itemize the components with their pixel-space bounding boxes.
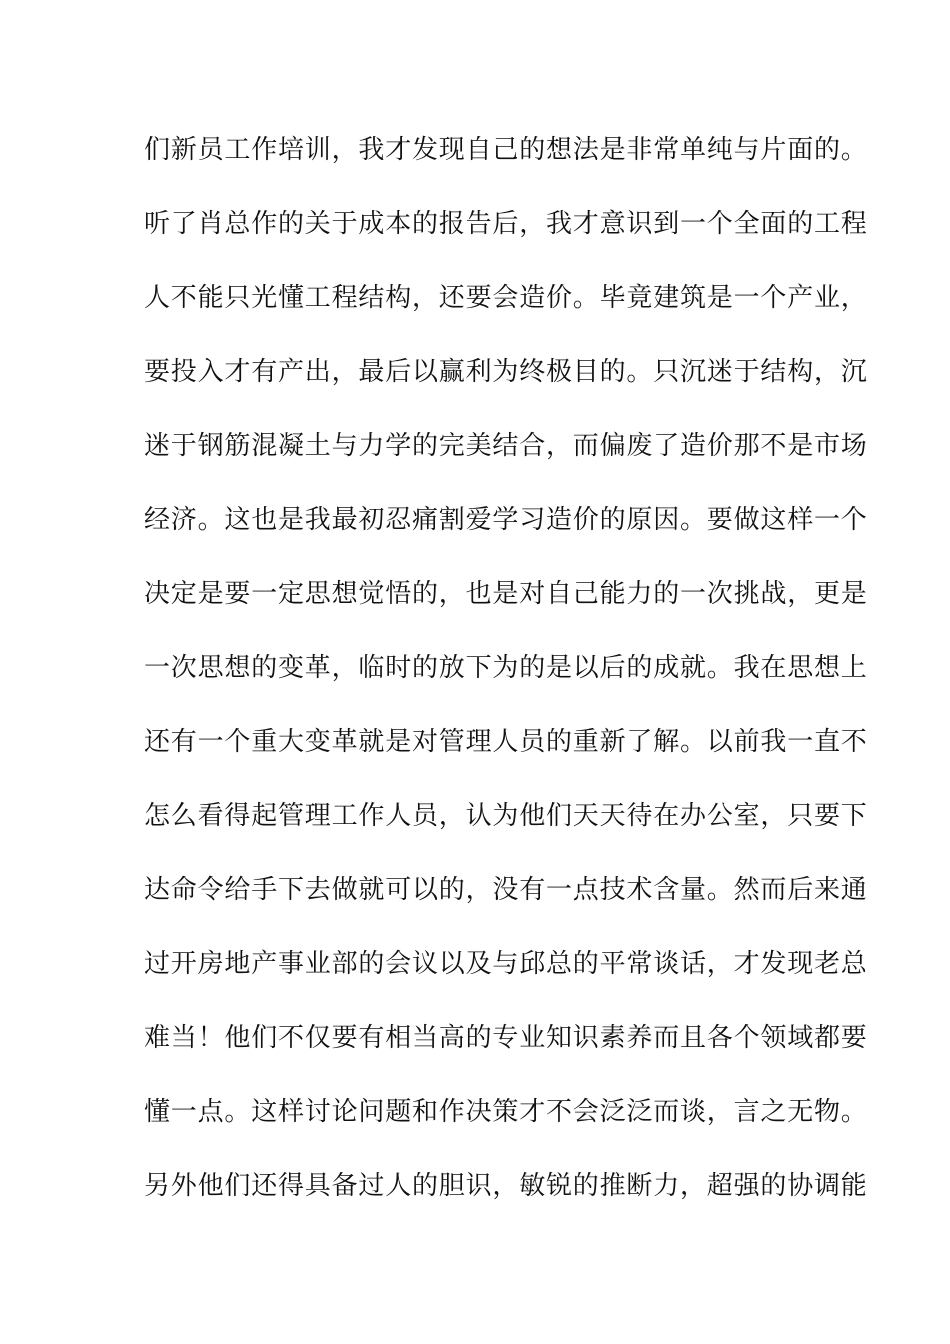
text-line-9: 还有一个重大变革就是对管理人员的重新了解。以前我一直不: [144, 727, 868, 757]
text-line-3: 人不能只光懂工程结构，还要会造价。毕竟建筑是一个产业，: [144, 283, 868, 313]
text-line-12: 过开房地产事业部的会议以及与邱总的平常谈话，才发现老总: [144, 949, 868, 979]
text-line-5: 迷于钢筋混凝土与力学的完美结合，而偏废了造价那不是市场: [144, 431, 868, 461]
text-line-8: 一次思想的变革，临时的放下为的是以后的成就。我在思想上: [144, 653, 868, 683]
text-line-10: 怎么看得起管理工作人员，认为他们天天待在办公室，只要下: [144, 801, 868, 831]
text-line-4: 要投入才有产出，最后以赢利为终极目的。只沉迷于结构，沉: [144, 357, 868, 387]
text-line-14: 懂一点。这样讨论问题和作决策才不会泛泛而谈，言之无物。: [144, 1097, 868, 1127]
text-line-13: 难当！他们不仅要有相当高的专业知识素养而且各个领域都要: [144, 1023, 868, 1053]
text-line-15: 另外他们还得具备过人的胆识，敏锐的推断力，超强的协调能: [144, 1171, 868, 1201]
text-line-7: 决定是要一定思想觉悟的，也是对自己能力的一次挑战，更是: [144, 579, 868, 609]
text-line-1: 们新员工作培训，我才发现自己的想法是非常单纯与片面的。: [144, 135, 868, 165]
text-line-6: 经济。这也是我最初忍痛割爱学习造价的原因。要做这样一个: [144, 505, 868, 535]
body-text: [144, 128, 868, 1238]
text-line-2: 听了肖总作的关于成本的报告后，我才意识到一个全面的工程: [144, 209, 868, 239]
text-line-11: 达命令给手下去做就可以的，没有一点技术含量。然而后来通: [144, 875, 868, 905]
